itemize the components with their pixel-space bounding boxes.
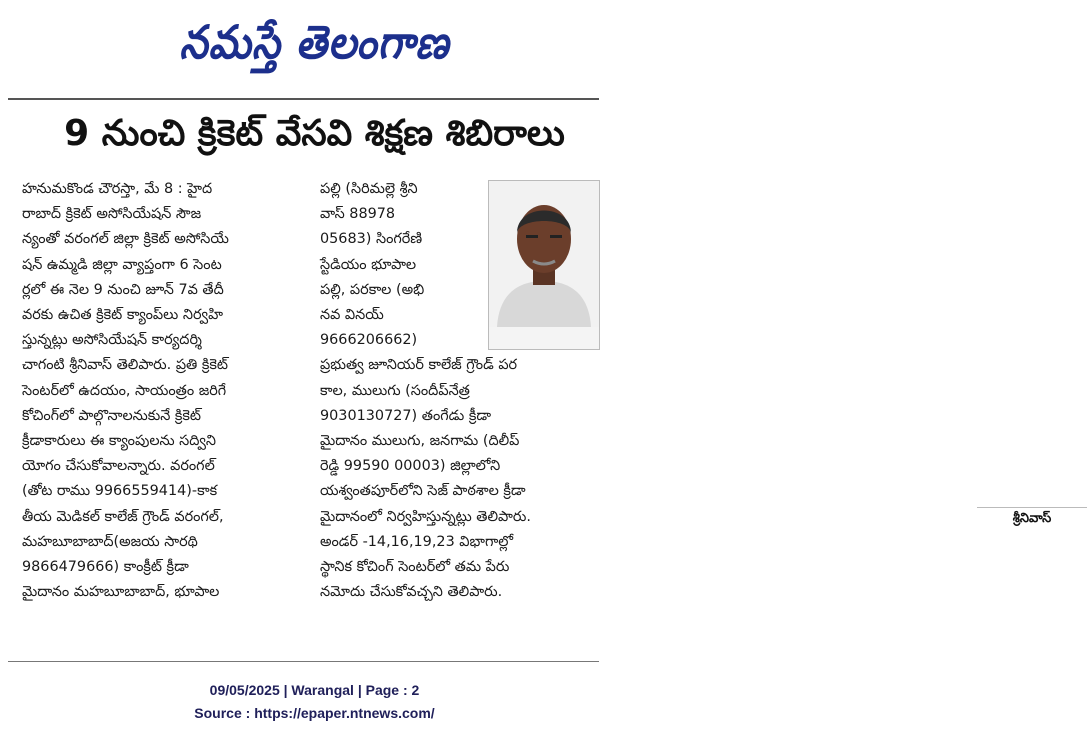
footer-dateline: 09/05/2025 | Warangal | Page : 2 bbox=[209, 682, 420, 698]
right-line: పల్లి, పరకాల (అభి bbox=[320, 281, 425, 298]
right-line: వాస్ 88978 bbox=[320, 206, 396, 223]
right-line: 9030130727) తంగేడు క్రీడా bbox=[320, 407, 492, 424]
right-line: మైదానంలో నిర్వహిస్తున్నట్లు తెలిపారు. bbox=[320, 508, 531, 525]
left-line: యోగం చేసుకోవాలన్నారు. వరంగల్ bbox=[22, 458, 215, 475]
right-line: స్టేడియం భూపాల bbox=[320, 256, 417, 273]
left-line: (తోట రాము 9966559414)-కాక bbox=[22, 483, 218, 500]
right-line: 05683) సింగరేణి bbox=[320, 231, 423, 248]
left-line: కోచింగ్‌లో పాల్గొనాలనుకునే క్రికెట్ bbox=[22, 407, 202, 424]
right-line: 9666206662) bbox=[320, 332, 418, 349]
right-line: స్థానిక కోచింగ్ సెంటర్‌లో తమ పేరు bbox=[320, 559, 510, 576]
left-line: తీయ మెడికల్ కాలేజ్ గ్రౌండ్ వరంగల్, bbox=[22, 508, 224, 525]
right-line: రెడ్డి 99590 00003) జిల్లాలోని bbox=[320, 458, 501, 475]
left-line: న్యంతో వరంగల్ జిల్లా క్రికెట్ అసోసియే bbox=[22, 231, 229, 248]
right-line: మైదానం ములుగు, జనగామ (దిలీప్ bbox=[320, 433, 520, 450]
right-line: ప్రభుత్వ జూనియర్ కాలేజ్ గ్రౌండ్ పర bbox=[320, 357, 518, 374]
right-line: కాల, ములుగు (సందీప్‌నేత్ర bbox=[320, 382, 470, 399]
right-line: యశ్వంతపూర్‌లోని సెజ్ పాఠశాల క్రీడా bbox=[320, 483, 526, 500]
footer-source: Source : https://epaper.ntnews.com/ bbox=[194, 705, 435, 721]
left-line: 9866479666) కాంక్రీట్ క్రీడా bbox=[22, 559, 189, 576]
left-line: స్తున్నట్లు అసోసియేషన్ కార్యదర్శి bbox=[22, 332, 202, 349]
photo-caption: శ్రీనివాస్ bbox=[977, 507, 1087, 530]
left-line: వరకు ఉచిత క్రికెట్ క్యాంప్‌లు నిర్వహి bbox=[22, 307, 223, 324]
left-line: సెంటర్‌లో ఉదయం, సాయంత్రం జరిగే bbox=[22, 382, 227, 399]
left-line: షన్ ఉమ్మడి జిల్లా వ్యాప్తంగా 6 సెంట bbox=[22, 256, 222, 273]
person-photo bbox=[488, 180, 1052, 526]
masthead-logo-text: నమస్తే తెలంగాణ bbox=[179, 15, 450, 70]
left-line: మైదానం మహబూబాబాద్, భూపాల bbox=[22, 584, 220, 601]
left-line: ర్లలో ఈ నెల 9 నుంచి జూన్ 7వ తేదీ bbox=[22, 281, 224, 298]
bottom-divider bbox=[8, 661, 599, 662]
headline: 9 నుంచి క్రికెట్ వేసవి శిక్షణ శిబిరాలు bbox=[64, 113, 565, 154]
left-line: మహబూబాబాద్(అజయ సారథి bbox=[22, 533, 198, 550]
article-column-left bbox=[22, 177, 292, 605]
left-line: చాగంటి శ్రీనివాస్ తెలిపారు. ప్రతి క్రికెట్ bbox=[22, 357, 229, 374]
left-line: హనుమకొండ చౌరస్తా, మే 8 : హైద bbox=[22, 181, 213, 197]
right-line: అండర్ -14,16,19,23 విభాగాల్లో bbox=[320, 533, 514, 550]
top-divider bbox=[8, 98, 599, 100]
left-line: రాబాద్ క్రికెట్ అసోసియేషన్ సౌజ bbox=[22, 206, 202, 223]
right-line: నమోదు చేసుకోవచ్చని తెలిపారు. bbox=[320, 584, 503, 601]
left-line: క్రీడాకారులు ఈ క్యాంపులను సద్విని bbox=[22, 433, 217, 450]
right-line: పల్లి (సిరిమల్లె శ్రీని bbox=[320, 181, 418, 197]
right-line: నవ వినయ్ bbox=[320, 307, 384, 324]
masthead-logo bbox=[0, 6, 629, 80]
